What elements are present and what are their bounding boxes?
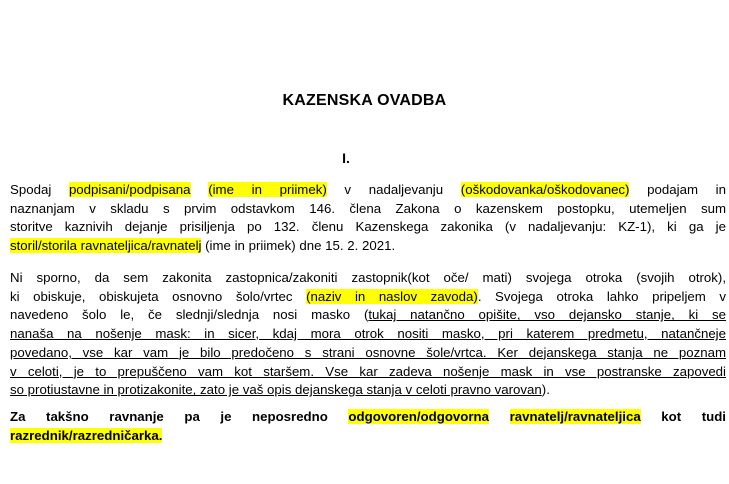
text-run: kot tudi bbox=[640, 409, 726, 424]
underlined-instructions-end: so protiustavne in protizakonite, zato je vaš opis dejanskega stanja v celoti pravno varovan bbox=[10, 382, 542, 398]
text-run bbox=[489, 409, 510, 424]
text-run: ). bbox=[541, 382, 550, 398]
text-run: Spodaj bbox=[10, 182, 69, 197]
p2-line-3 bbox=[10, 306, 726, 325]
highlight-perpetrator: storil/storila ravnateljica/ravnatelj bbox=[10, 238, 202, 254]
p2-line-6: v celoti, je to prepuščeno vam kot staršem. Vse kar zadeva nošenje mask in vse postranske zapovedi bbox=[10, 363, 726, 379]
p1-line-4 bbox=[10, 237, 726, 256]
paragraph-2 bbox=[10, 269, 726, 400]
p1-line-2: naznanjam v skladu s prvim odstavkom 146. člena Zakona o kazenskem postopku, utemeljen sum bbox=[10, 200, 726, 216]
text-run: . Svojega otroka lahko pripeljem v bbox=[477, 288, 726, 304]
document-title: KAZENSKA OVADBA bbox=[282, 92, 447, 109]
p2-line-1: Ni sporno, da sem zakonita zastopnica/zakoniti zastopnik(kot oče/ mati) svojega otroka (svojih otrok), bbox=[10, 270, 726, 285]
highlight-principal: ravnatelj/ravnateljica bbox=[509, 409, 641, 424]
p2-line-2 bbox=[10, 288, 726, 307]
text-run: podajam in bbox=[629, 182, 726, 197]
underlined-instructions: tukaj natančno opišite, vso dejansko stanje, ki se bbox=[368, 307, 726, 323]
section-number: I. bbox=[342, 150, 350, 166]
highlight-name-placeholder: (ime in priimek) bbox=[208, 182, 327, 197]
highlight-class-teacher: razrednik/razredničarka. bbox=[10, 427, 163, 443]
text-run: ki obiskuje, obiskujeta osnovno šolo/vrtec bbox=[10, 288, 307, 304]
highlight-injured-party: (oškodovanka/oškodovanec) bbox=[460, 182, 630, 197]
paragraph-1 bbox=[10, 181, 726, 256]
p3-line-1 bbox=[10, 408, 726, 427]
text-run: Za takšno ravnanje pa je neposredno bbox=[10, 409, 349, 424]
text-run: navedeno šolo le, če slednji/slednja nosi masko ( bbox=[10, 307, 369, 323]
highlight-responsible: odgovoren/odgovorna bbox=[348, 409, 490, 424]
p2-line-7 bbox=[10, 381, 726, 400]
p1-line-1 bbox=[10, 181, 726, 200]
p2-line-4: nanaša na nošenje mask: in sicer, kdaj mora otrok nositi masko, pri katerem predmetu, natančneje bbox=[10, 326, 726, 342]
text-run: (ime in priimek) dne 15. 2. 2021. bbox=[201, 238, 396, 254]
p1-line-3: storitve kaznivih dejanje prisiljenja po 132. členu Kazenskega zakonika (v nadaljevanju: KZ-1), ki ga je bbox=[10, 219, 726, 235]
p2-line-5: povedano, vse kar vam je bilo predočeno s strani osnovne šole/vrtca. Ker dejanskega stanja ne poznam bbox=[10, 344, 726, 360]
text-run: v nadaljevanju bbox=[326, 182, 461, 197]
p3-line-2 bbox=[10, 427, 726, 446]
text-run bbox=[191, 182, 209, 197]
paragraph-3 bbox=[10, 408, 726, 445]
highlight-signatory: podpisani/podpisana bbox=[68, 182, 191, 197]
highlight-institution: (naziv in naslov zavoda) bbox=[306, 288, 478, 304]
